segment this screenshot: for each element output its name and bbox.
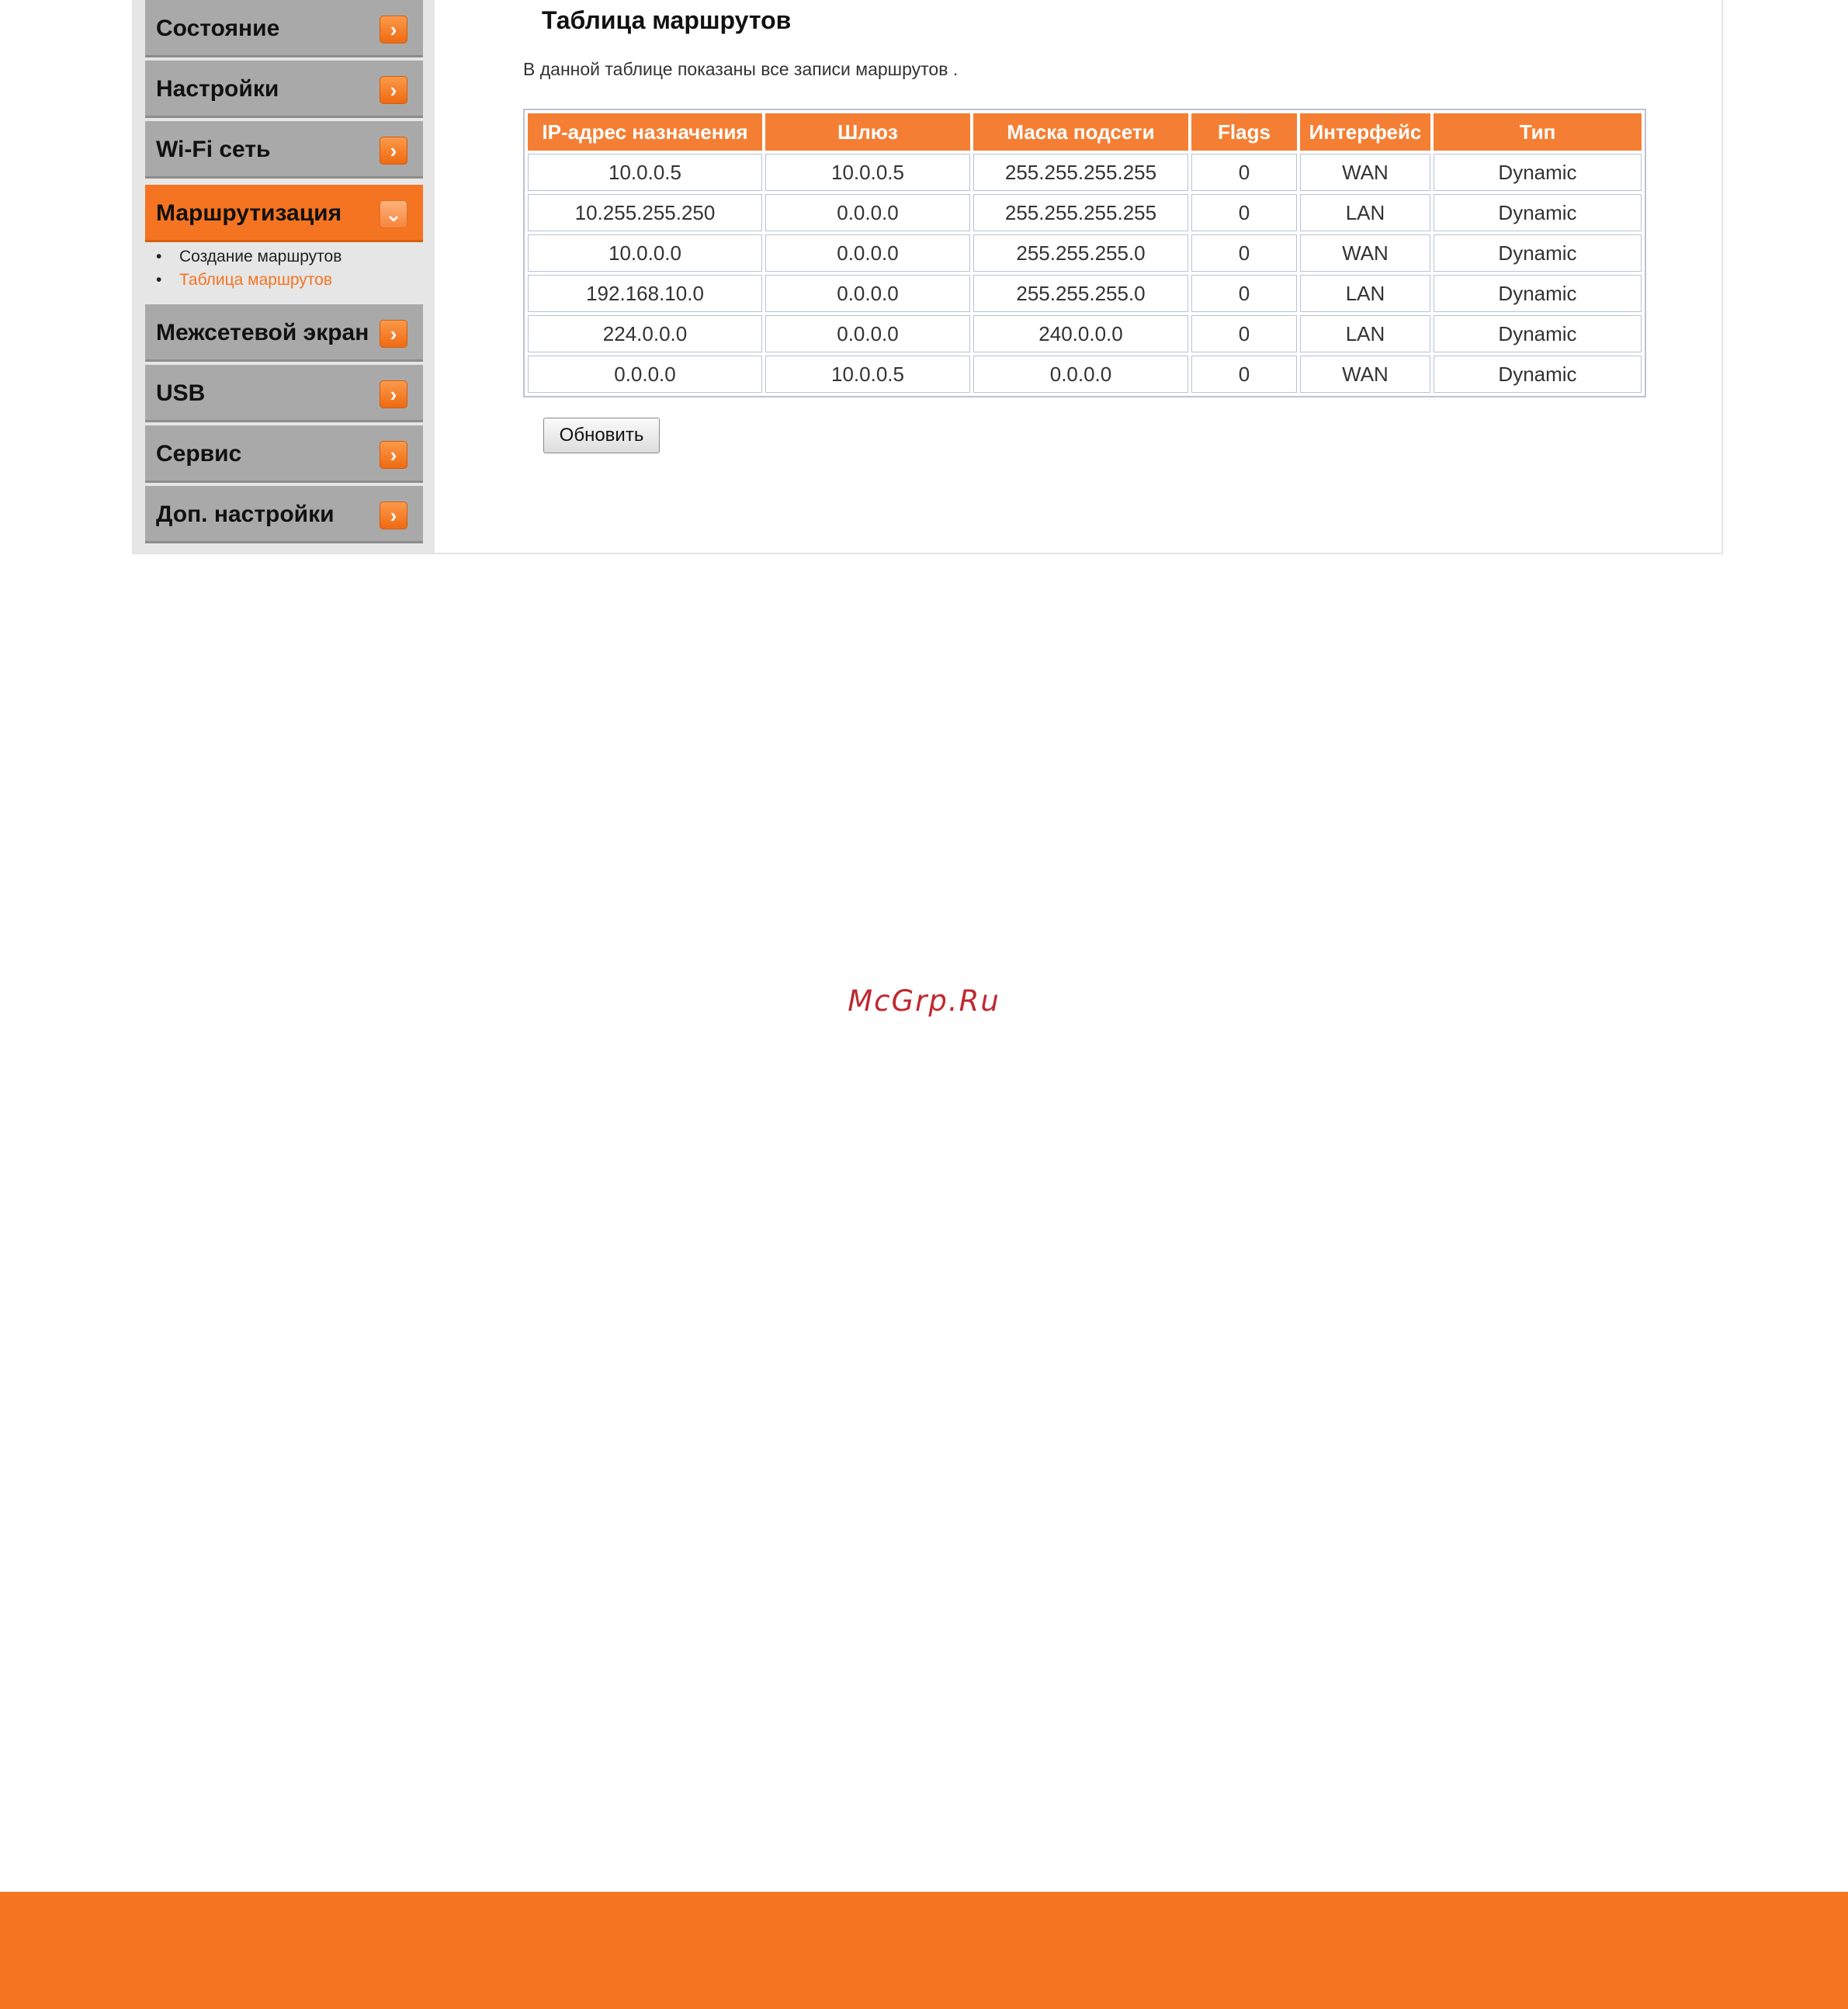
menu-item-settings[interactable] — [145, 61, 423, 118]
column-header-gateway: Шлюз — [765, 113, 970, 151]
column-header-netmask: Маска подсети — [973, 113, 1188, 151]
table-cell: 0 — [1191, 194, 1297, 231]
table-cell: 10.0.0.5 — [528, 154, 762, 191]
table-cell: 0.0.0.0 — [765, 275, 970, 312]
page-description: В данной таблице показаны все записи маршрутов . — [523, 59, 959, 79]
table-cell: Dynamic — [1434, 356, 1642, 393]
menu-item-label: Состояние — [156, 16, 280, 41]
table-cell: Dynamic — [1434, 154, 1642, 191]
table-cell: 0.0.0.0 — [973, 356, 1188, 393]
router-admin-panel — [132, 0, 1723, 554]
refresh-button[interactable]: Обновить — [543, 418, 660, 453]
table-cell: 0.0.0.0 — [528, 356, 762, 393]
table-cell: WAN — [1300, 154, 1430, 191]
menu-item-status[interactable] — [145, 0, 423, 57]
routing-submenu — [145, 245, 423, 304]
menu-item-label: Доп. настройки — [156, 501, 335, 527]
table-cell: 10.0.0.5 — [765, 154, 970, 191]
menu-item-routing[interactable] — [145, 185, 423, 242]
table-row — [528, 154, 1642, 191]
menu-item-label: Wi-Fi сеть — [156, 137, 271, 162]
menu-item-label: Сервис — [156, 441, 242, 467]
menu-item-usb[interactable] — [145, 365, 423, 422]
table-row — [528, 315, 1642, 352]
chevron-right-icon: › — [380, 137, 407, 165]
table-cell: 0.0.0.0 — [765, 234, 970, 272]
chevron-right-icon: › — [380, 76, 407, 104]
menu-item-label: Настройки — [156, 76, 279, 102]
sidebar — [133, 0, 435, 553]
submenu-item-create-routes[interactable]: • Создание маршрутов — [145, 245, 423, 269]
submenu-item-route-table[interactable]: • Таблица маршрутов — [145, 269, 423, 292]
table-cell: 0 — [1191, 315, 1297, 352]
table-cell: 224.0.0.0 — [528, 315, 762, 352]
table-cell: Dynamic — [1434, 315, 1642, 352]
chevron-right-icon: › — [380, 380, 407, 408]
watermark-text: McGrp.Ru — [848, 984, 1000, 1018]
menu-item-label: Маршрутизация — [156, 200, 342, 226]
table-row — [528, 194, 1642, 231]
table-row — [528, 275, 1642, 312]
table-cell: LAN — [1300, 315, 1430, 352]
table-cell: Dynamic — [1434, 275, 1642, 312]
menu-item-label: Межсетевой экран — [156, 320, 369, 345]
table-cell: 10.0.0.0 — [528, 234, 762, 272]
table-cell: 0.0.0.0 — [765, 194, 970, 231]
table-cell: 0 — [1191, 154, 1297, 191]
chevron-right-icon: › — [380, 501, 407, 529]
table-cell: 0 — [1191, 275, 1297, 312]
main-content — [435, 0, 1721, 553]
route-table — [523, 109, 1646, 397]
footer-bar — [0, 1892, 1848, 2009]
table-cell: 255.255.255.0 — [973, 234, 1188, 272]
menu-item-service[interactable] — [145, 425, 423, 483]
table-cell: 192.168.10.0 — [528, 275, 762, 312]
table-row — [528, 356, 1642, 393]
menu-item-wifi[interactable] — [145, 121, 423, 179]
table-cell: 10.255.255.250 — [528, 194, 762, 231]
page-title: Таблица маршрутов — [542, 6, 792, 34]
chevron-right-icon: › — [380, 16, 407, 43]
table-cell: WAN — [1300, 234, 1430, 272]
table-cell: 0.0.0.0 — [765, 315, 970, 352]
menu-item-firewall[interactable] — [145, 304, 423, 362]
table-header-row — [528, 113, 1642, 151]
table-cell: 240.0.0.0 — [973, 315, 1188, 352]
chevron-down-icon: ⌄ — [380, 200, 407, 228]
table-cell: 255.255.255.255 — [973, 194, 1188, 231]
table-cell: LAN — [1300, 275, 1430, 312]
chevron-right-icon: › — [380, 320, 407, 348]
menu-item-label: USB — [156, 380, 206, 406]
table-cell: LAN — [1300, 194, 1430, 231]
table-cell: 10.0.0.5 — [765, 356, 970, 393]
column-header-type: Тип — [1434, 113, 1642, 151]
chevron-right-icon: › — [380, 441, 407, 469]
column-header-destination: IP-адрес назначения — [528, 113, 762, 151]
table-cell: 0 — [1191, 356, 1297, 393]
table-cell: WAN — [1300, 356, 1430, 393]
column-header-flags: Flags — [1191, 113, 1297, 151]
table-cell: 255.255.255.0 — [973, 275, 1188, 312]
table-cell: Dynamic — [1434, 234, 1642, 272]
column-header-interface: Интерфейс — [1300, 113, 1430, 151]
table-cell: 255.255.255.255 — [973, 154, 1188, 191]
menu-item-advanced[interactable] — [145, 486, 423, 543]
table-row — [528, 234, 1642, 272]
table-cell: 0 — [1191, 234, 1297, 272]
table-cell: Dynamic — [1434, 194, 1642, 231]
